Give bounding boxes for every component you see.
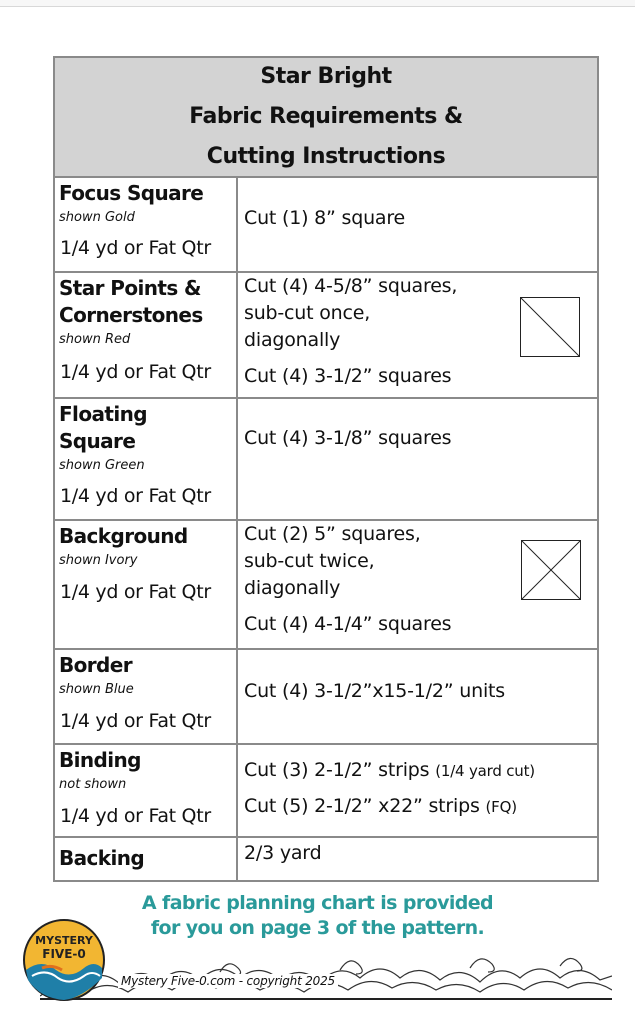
planning-note-line-1: A fabric planning chart is provided [141, 892, 494, 914]
fabric-color: shown Gold [59, 210, 135, 225]
fabric-name: Binding [59, 748, 141, 772]
fabric-color: shown Blue [59, 682, 134, 697]
cut-text: Cut (5) 2-1/2” x22” strips [244, 795, 480, 817]
table-row [55, 838, 597, 880]
fabric-cell [55, 521, 238, 648]
table-header [55, 58, 597, 178]
fabric-name: Backing [59, 846, 145, 870]
cut-text: Cut (4) 4-5/8” squares, [244, 275, 458, 297]
cut-cell [238, 273, 597, 397]
fabric-name-2: Square [59, 429, 136, 453]
fabric-cell [55, 745, 238, 836]
fabric-name: Star Points & [59, 276, 201, 300]
fabric-color: not shown [59, 777, 127, 792]
table-row [55, 399, 597, 521]
fabric-amount: 1/4 yd or Fat Qtr [60, 581, 211, 603]
cut-text: Cut (4) 3-1/2”x15-1/2” units [244, 680, 505, 702]
cut-text: diagonally [244, 577, 341, 599]
fabric-amount: 1/4 yd or Fat Qtr [60, 485, 211, 507]
cut-text: Cut (3) 2-1/2” strips [244, 759, 430, 781]
cut-text: Cut (4) 4-1/4” squares [244, 613, 452, 635]
footer-copyright: Mystery Five-0.com - copyright 2025 [118, 974, 338, 988]
pattern-title: Star Bright [260, 64, 392, 89]
logo-text-1: MYSTERY [35, 934, 93, 947]
fabric-amount: 1/4 yd or Fat Qtr [60, 361, 211, 383]
cut-text: Cut (4) 3-1/8” squares [244, 427, 452, 449]
table-row [55, 521, 597, 650]
table-row [55, 178, 597, 273]
header-line-2: Fabric Requirements & [189, 104, 463, 129]
fabric-cell [55, 650, 238, 743]
half-square-triangle-icon [520, 297, 580, 357]
top-border [0, 0, 635, 7]
cut-cell [238, 399, 597, 519]
fabric-cell [55, 273, 238, 397]
cut-cell [238, 650, 597, 743]
fabric-amount: 1/4 yd or Fat Qtr [60, 237, 211, 259]
cut-text: sub-cut once, [244, 302, 371, 324]
fabric-cell [55, 178, 238, 271]
cut-line [244, 757, 535, 785]
logo-text-2: FIVE-0 [42, 947, 86, 961]
cut-cell [238, 745, 597, 836]
table-row [55, 745, 597, 838]
planning-note-line-2: for you on page 3 of the pattern. [150, 917, 485, 939]
fabric-name: Focus Square [59, 181, 204, 205]
cut-text: Cut (2) 5” squares, [244, 523, 421, 545]
fabric-table [53, 56, 599, 882]
fabric-name-2: Cornerstones [59, 303, 203, 327]
cut-text: diagonally [244, 329, 341, 351]
quarter-square-triangle-icon [521, 540, 581, 600]
table-row [55, 650, 597, 745]
cut-text: sub-cut twice, [244, 550, 375, 572]
cut-text: 2/3 yard [244, 842, 322, 864]
cut-line [244, 793, 517, 821]
cut-note: (1/4 yard cut) [435, 762, 535, 780]
fabric-name: Background [59, 524, 188, 548]
fabric-amount: 1/4 yd or Fat Qtr [60, 710, 211, 732]
header-line-3: Cutting Instructions [206, 144, 446, 169]
fabric-name: Floating [59, 402, 147, 426]
fabric-color: shown Ivory [59, 553, 138, 568]
cut-note: (FQ) [485, 798, 517, 816]
fabric-color: shown Green [59, 458, 145, 473]
fabric-amount: 1/4 yd or Fat Qtr [60, 805, 211, 827]
fabric-cell [55, 838, 238, 880]
fabric-cell [55, 399, 238, 519]
mystery-five-0-logo [22, 918, 106, 1002]
fabric-color: shown Red [59, 332, 131, 347]
cut-cell [238, 521, 597, 648]
cut-cell [238, 838, 597, 880]
cut-cell [238, 178, 597, 271]
fabric-name: Border [59, 653, 132, 677]
table-row [55, 273, 597, 399]
cut-text: Cut (4) 3-1/2” squares [244, 365, 452, 387]
cut-text: Cut (1) 8” square [244, 207, 406, 229]
